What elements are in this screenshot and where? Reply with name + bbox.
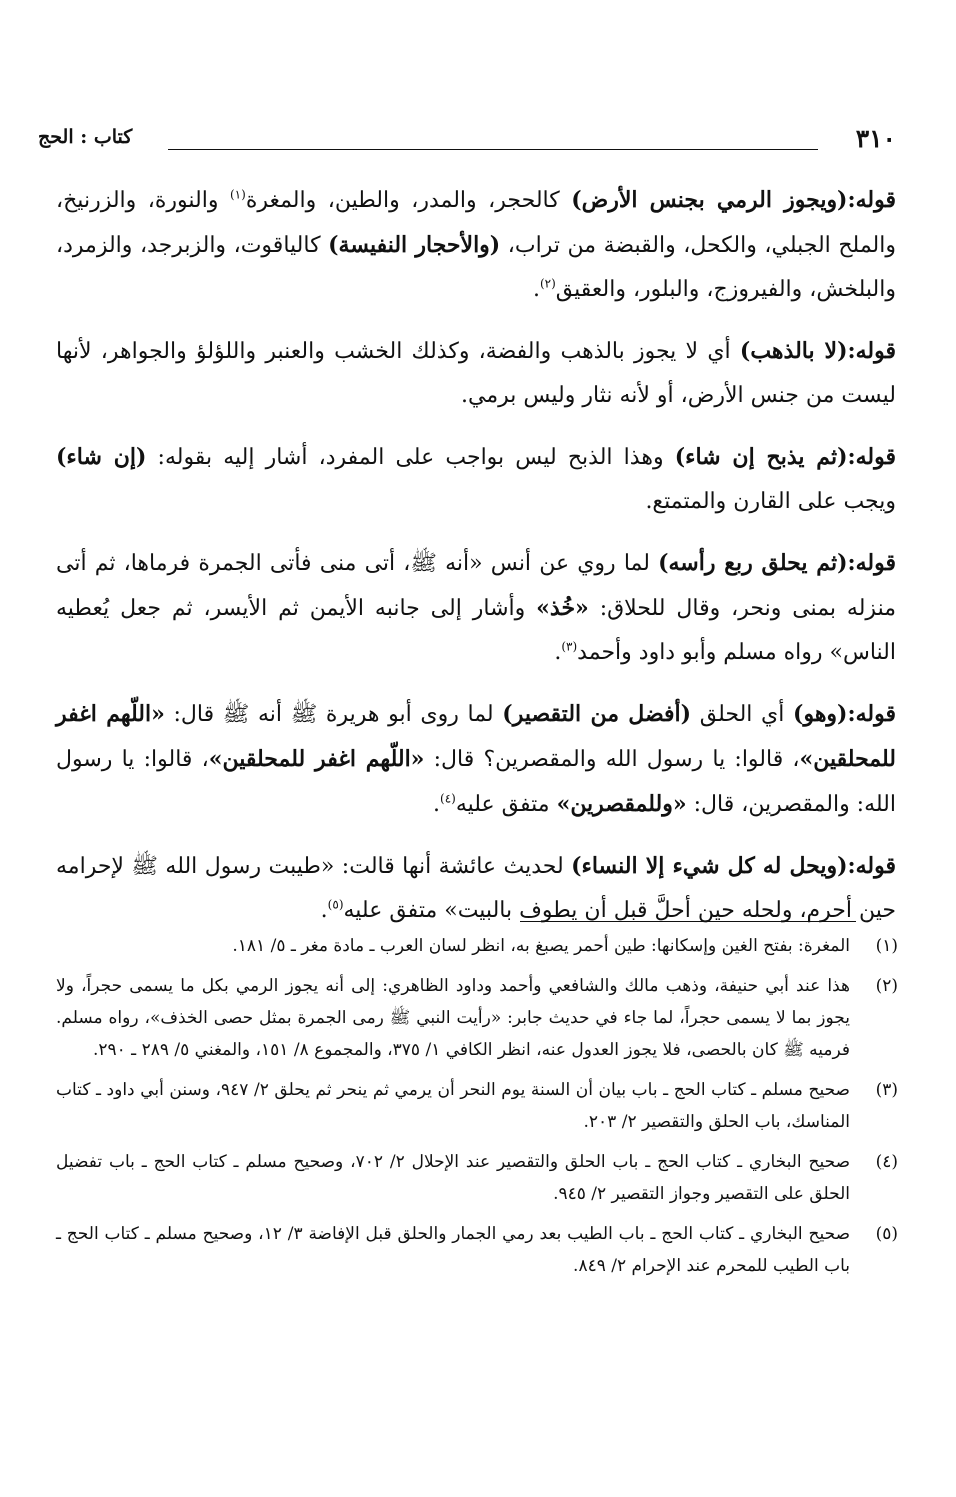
paragraph-text: والنورة، والزرنيخ، والملح الجبلي، والكحل، والقبضة من تراب،	[56, 188, 896, 258]
footnote-text: هذا عند أبي حنيفة، وذهب مالك والشافعي وأحمد وداود الظاهري: إلى أنه يجوز الرمي بكل ما يسمى حجراً، ولا يجوز بما لا يسمى حجراً، لما جاء في حديث جابر: «رأيت النبي ﷺ رمى الجمرة بمثل حصى الخذف»، رواه مسلم. فرميه ﷺ كان بالحصى، فلا يجوز العدول عنه، انظر الكافي ١/ ٣٧٥، والمجموع ٨/ ١٥١، والمغني ٥/ ٢٨٩ ـ ٢٩٠.	[56, 976, 850, 1060]
paragraph-gold	[56, 329, 896, 418]
footnote-text: صحيح البخاري ـ كتاب الحج ـ باب الحلق والتقصير عند الإحلال ٢/ ٧٠٢، وصحيح مسلم ـ كتاب الحج ـ باب تفضيل الحلق على التقصير وجواز التقصير ٢/ ٩٤٥.	[56, 1152, 851, 1204]
footnote-4	[56, 1146, 898, 1210]
paragraph-text: كالحجر، والمدر، والطين، والمغرة	[245, 188, 572, 213]
paragraph-sacrifice	[56, 435, 896, 524]
page-number: ٣١٠	[855, 124, 896, 153]
paragraph-label: قوله:	[847, 444, 896, 470]
hadith-quote: «اللّهم اغفر للمحلقين»	[56, 701, 896, 772]
matn-quote: (ثم يذبح إن شاء)	[674, 444, 848, 470]
main-text	[56, 178, 896, 950]
footnote-ref: (١)	[229, 187, 246, 202]
paragraph-label: قوله:	[847, 853, 896, 879]
paragraph-text: لما روي عن أنس «أنه ﷺ، أتى منى فأتى الجمرة فرماها، ثم أتى منزله بمنى ونحر، وقال للحلاق:	[56, 551, 896, 621]
footnote-ref: (٣)	[561, 639, 578, 654]
paragraph-label: قوله:	[847, 338, 896, 364]
footnote-2	[56, 970, 898, 1066]
paragraph-text: وهذا الذبح ليس بواجب على المفرد، أشار إليه بقوله:	[146, 445, 675, 470]
paragraph-text: ، قالوا: يا رسول الله: والمقصرين، قال:	[56, 747, 896, 817]
footnote-ref: (٥)	[327, 897, 344, 912]
matn-quote: (إن شاء)	[56, 444, 147, 470]
matn-quote: (والأحجار النفيسة)	[328, 232, 501, 258]
header-rule	[168, 149, 818, 150]
paragraph-shaving	[56, 541, 896, 675]
hadith-quote: «وللمقصرين»	[556, 791, 687, 817]
footnotes	[56, 930, 898, 1290]
matn-quote: (ثم يحلق ربع رأسه)	[658, 550, 848, 576]
hadith-quote: «خُذ»	[536, 595, 589, 621]
footnote-number: (٥)	[875, 1224, 898, 1244]
paragraph-end: .	[554, 640, 562, 665]
paragraph-end: .	[433, 792, 440, 817]
matn-quote: (ويحل له كل شيء إلا النساء)	[571, 853, 848, 879]
footnote-text: صحيح مسلم ـ كتاب الحج ـ باب بيان أن السنة يوم النحر أن يرمي ثم ينحر ثم يحلق ٢/ ٩٤٧، وسنن أبي داود ـ كتاب المناسك، باب الحلق والتقصير ٢/ ٢٠٣.	[56, 1080, 850, 1132]
paragraph-text: ويجب على القارن والمتمتع.	[645, 489, 896, 514]
matn-quote: (وهو)	[793, 701, 848, 727]
footnote-text: المغرة: بفتح الغين وإسكانها: طين أحمر يصبغ به، انظر لسان العرب ـ مادة مغر ـ ٥/ ١٨١.	[232, 936, 850, 956]
footnote-3	[56, 1074, 898, 1138]
paragraph-text: متفق عليه	[455, 792, 557, 817]
footnote-number: (١)	[875, 936, 898, 956]
page-header	[38, 124, 896, 158]
paragraph-label: قوله:	[847, 187, 896, 213]
matn-quote: (أفضل من التقصير)	[502, 701, 692, 727]
paragraph-permission	[56, 844, 896, 933]
paragraph-stones	[56, 178, 896, 312]
paragraph-text: كالياقوت، والزبرجد، والزمرد، والبلخش، والفيروزج، والبلور، والعقيق	[56, 233, 896, 302]
paragraph-text: وأشار إلى جانبه الأيمن ثم الأيسر، ثم جعل يُعطيه الناس» رواه مسلم وأبو داود وأحمد	[56, 596, 896, 665]
paragraph-text: أي الحلق	[691, 702, 794, 727]
footnote-number: (٣)	[875, 1080, 898, 1100]
paragraph-label: قوله:	[847, 550, 896, 576]
paragraph-text: لحديث عائشة أنها قالت: «طيبت رسول الله ﷺ لإحرامه حين أحرم، ولحله حين أحلَّ قبل أن يطوف بالبيت» متفق عليه	[56, 854, 896, 923]
footnote-ref: (٤)	[440, 791, 456, 806]
matn-quote: (لا بالذهب)	[739, 338, 848, 364]
footnote-5	[56, 1218, 898, 1282]
footnote-ref: (٢)	[539, 276, 556, 291]
footnote-number: (٢)	[875, 976, 898, 996]
paragraph-label: قوله:	[847, 701, 896, 727]
footnote-text: صحيح البخاري ـ كتاب الحج ـ باب الطيب بعد رمي الجمار والحلق قبل الإفاضة ٣/ ١٢، وصحيح مسلم ـ كتاب الحج ـ باب الطيب للمحرم عند الإحرام ٢/ ٨٤٩.	[56, 1224, 851, 1276]
footnote-separator	[520, 921, 856, 922]
paragraph-end: .	[532, 277, 540, 302]
paragraph-preference	[56, 692, 896, 827]
chapter-title: كتاب : الحج	[38, 126, 133, 148]
paragraph-text: لما روى أبو هريرة ﷺ أنه ﷺ قال:	[164, 702, 503, 727]
paragraph-end: .	[320, 898, 328, 923]
paragraph-text: ، قالوا: يا رسول الله والمقصرين؟ قال:	[424, 747, 800, 772]
footnote-1	[56, 930, 898, 962]
matn-quote: (ويجوز الرمي بجنس الأرض)	[571, 187, 848, 213]
paragraph-text: أي لا يجوز بالذهب والفضة، وكذلك الخشب والعنبر واللؤلؤ والجواهر، لأنها ليست من جنس الأرض، أو لأنه نثار وليس برمي.	[56, 339, 896, 408]
footnote-number: (٤)	[875, 1152, 898, 1172]
hadith-quote: «اللّهم اغفر للمحلقين»	[208, 746, 425, 772]
